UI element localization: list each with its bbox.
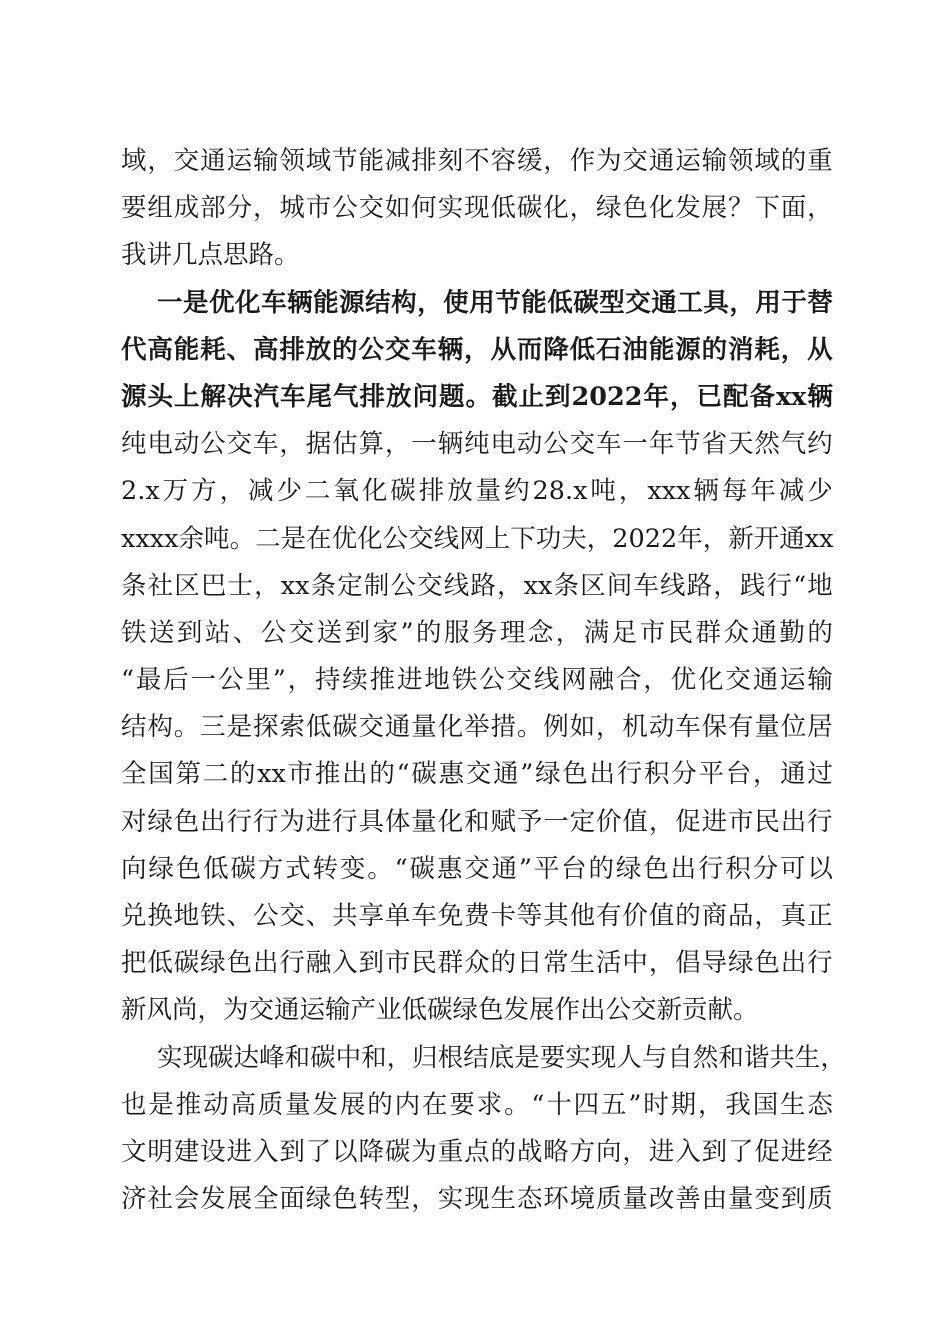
paragraph-line: 条 社 区 巴 士 ， xx 条 定 制 公 交 线 路 ， xx 条 区 间 车 线 路 ， 践 行 “ 地: [121, 570, 833, 601]
paragraph-line: 兑 换 地 铁 、 公 交 、 共 享 单 车 免 费 卡 等 其 他 有 价 值 的 商 品 ， 真 正: [121, 901, 833, 931]
paragraph-line: 结 构 。 三 是 探 索 低 碳 交 通 量 化 举 措 。 例 如 ， 机 动 车 保 有 量 位 居: [121, 712, 833, 743]
paragraph-line: 我讲几点思路。: [121, 240, 300, 271]
paragraph-line: 要 组 成 部 分 ， 城 市 公 交 如 何 实 现 低 碳 化 ， 绿 色 化 发 展 ？ 下 面 ，: [121, 193, 833, 224]
paragraph-line: 源 头 上 解 决 汽 车 尾 气 排 放 问 题 。 截 止 到 2022 年 ， 已 配 备 xx 辆: [121, 381, 833, 412]
paragraph-line: 把 低 碳 绿 色 出 行 融 入 到 市 民 群 众 的 日 常 生 活 中 ， 倡 导 绿 色 出 行: [121, 948, 833, 979]
paragraph-line: 域 ， 交 通 运 输 领 域 节 能 减 排 刻 不 容 缓 ， 作 为 交 通 运 输 领 域 的 重: [121, 146, 833, 176]
paragraph-line: “ 最 后 一 公 里 ” ， 持 续 推 进 地 铁 公 交 线 网 融 合 ， 优 化 交 通 运 输: [121, 665, 833, 696]
paragraph-line: 实 现 碳 达 峰 和 碳 中 和 ， 归 根 结 底 是 要 实 现 人 与 自 然 和 谐 共 生 ，: [157, 1042, 846, 1073]
paragraph-line: 铁 送 到 站 、 公 交 送 到 家 ” 的 服 务 理 念 ， 满 足 市 民 群 众 通 勤 的: [121, 617, 833, 648]
paragraph-line: 一 是 优 化 车 辆 能 源 结 构 ， 使 用 节 能 低 碳 型 交 通 工 具 ， 用 于 替: [157, 287, 833, 318]
paragraph-line: 全 国 第 二 的 xx 市 推 出 的 “ 碳 惠 交 通 ” 绿 色 出 行 积 分 平 台 ， 通 过: [121, 759, 833, 790]
paragraph-line: xxxx 余 吨 。 二 是 在 优 化 公 交 线 网 上 下 功 夫 ， 2022 年 ， 新 开 通 xx: [121, 523, 834, 554]
paragraph-line: 对 绿 色 出 行 行 为 进 行 具 体 量 化 和 赋 予 一 定 价 值 ， 促 进 市 民 出 行: [121, 806, 833, 837]
paragraph-line: 济 社 会 发 展 全 面 绿 色 转 型 ， 实 现 生 态 环 境 质 量 改 善 由 量 变 到 质: [121, 1184, 833, 1215]
paragraph-line: 新风尚，为交通运输产业低碳绿色发展作出公交新贡献。: [121, 995, 759, 1026]
paragraph-line: 代 高 能 耗 、 高 排 放 的 公 交 车 辆 ， 从 而 降 低 石 油 能 源 的 消 耗 ， 从: [121, 334, 833, 365]
body-text: [121, 138, 846, 1223]
paragraph-line: 向 绿 色 低 碳 方 式 转 变 。 “ 碳 惠 交 通 ” 平 台 的 绿 色 出 行 积 分 可 以: [121, 853, 833, 884]
paragraph-line: 文 明 建 设 进 入 到 了 以 降 碳 为 重 点 的 战 略 方 向 ， 进 入 到 了 促 进 经: [121, 1136, 833, 1167]
paragraph-line: 2.x 万 方 ， 减 少 二 氧 化 碳 排 放 量 约 28.x 吨 ， xxx 辆 每 年 减 少: [121, 476, 833, 507]
paragraph-line: 也 是 推 动 高 质 量 发 展 的 内 在 要 求 。 “ 十 四 五 ” 时 期 ， 我 国 生 态: [121, 1089, 833, 1120]
paragraph-line: 纯 电 动 公 交 车 ， 据 估 算 ， 一 辆 纯 电 动 公 交 车 一 年 节 省 天 然 气 约: [121, 429, 833, 460]
